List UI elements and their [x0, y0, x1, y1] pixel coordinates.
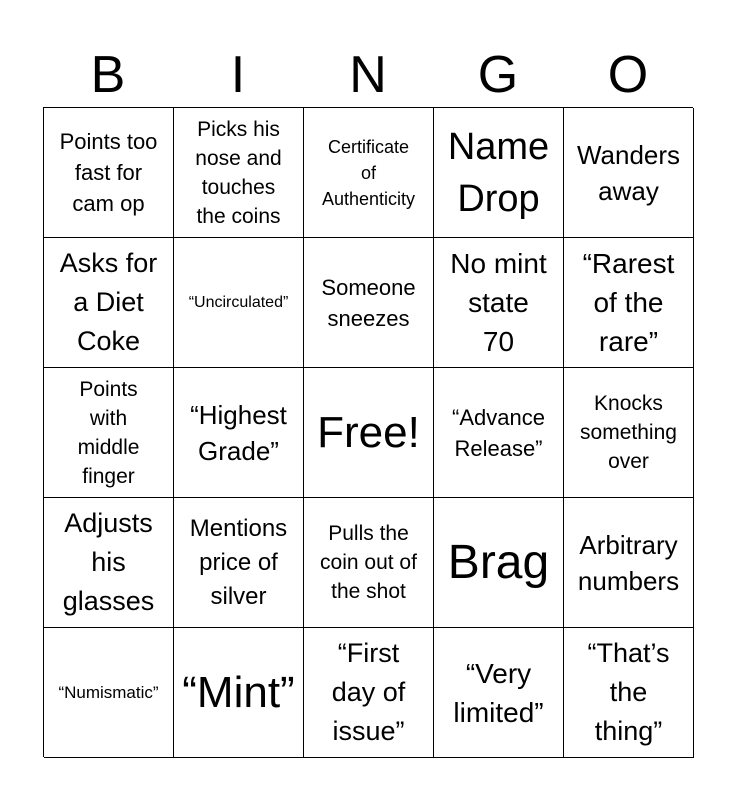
- bingo-cell: [44, 368, 174, 498]
- cell-text: Brag: [447, 535, 550, 589]
- bingo-cell: [434, 498, 564, 628]
- bingo-cell: [304, 108, 434, 238]
- cell-text: Picks his nose and touches the coins: [195, 117, 282, 228]
- cell-text: “Rarest of the rare”: [582, 248, 675, 357]
- cell-text: “That’s the thing”: [587, 638, 670, 746]
- bingo-cell: [174, 628, 304, 758]
- header-letter-i: I: [230, 46, 246, 104]
- bingo-cell: [44, 628, 174, 758]
- bingo-cell: [174, 108, 304, 238]
- bingo-cell: [44, 498, 174, 628]
- bingo-cell: [434, 108, 564, 238]
- bingo-cell: [304, 368, 434, 498]
- bingo-cell: [304, 238, 434, 368]
- bingo-cell: [174, 368, 304, 498]
- header-letter-o: O: [607, 46, 649, 104]
- cell-text: “First day of issue”: [331, 638, 406, 746]
- bingo-cell: [434, 628, 564, 758]
- bingo-cell: [564, 238, 694, 368]
- bingo-cell: [44, 238, 174, 368]
- bingo-board: [43, 107, 693, 757]
- cell-text: Someone sneezes: [321, 274, 416, 331]
- cell-text: “Advance Release”: [452, 404, 545, 461]
- bingo-cell: [304, 628, 434, 758]
- cell-text: “Highest Grade”: [190, 399, 287, 466]
- bingo-cell: [44, 108, 174, 238]
- bingo-cell: [564, 368, 694, 498]
- bingo-cell: [434, 238, 564, 368]
- cell-text: Asks for a Diet Coke: [59, 248, 158, 356]
- header-letter-b: B: [90, 46, 126, 104]
- cell-text: Pulls the coin out of the shot: [320, 522, 417, 603]
- cell-text: Points with middle finger: [77, 377, 140, 488]
- cell-text: “Numismatic”: [58, 682, 159, 702]
- cell-text: Wanders away: [576, 139, 681, 206]
- cell-text: Knocks something over: [580, 392, 677, 473]
- cell-text: “Uncirculated”: [188, 294, 289, 311]
- cell-text: “Very limited”: [453, 657, 544, 728]
- cell-text: Name Drop: [447, 125, 550, 220]
- cell-text: Free!: [317, 407, 420, 457]
- bingo-cell: [564, 498, 694, 628]
- bingo-cell: [564, 628, 694, 758]
- cell-text: No mint state 70: [450, 248, 547, 357]
- cell-text: Points too fast for cam op: [59, 129, 158, 216]
- bingo-cell: [434, 368, 564, 498]
- cell-text: Adjusts his glasses: [62, 508, 155, 616]
- bingo-cell: [174, 498, 304, 628]
- cell-text: “Mint”: [182, 667, 295, 717]
- header-letter-n: N: [349, 46, 387, 104]
- bingo-cell: [174, 238, 304, 368]
- bingo-cell: [564, 108, 694, 238]
- cell-text: Certificate of Authenticity: [321, 136, 416, 209]
- cell-text: Arbitrary numbers: [577, 529, 680, 596]
- cell-text: Mentions price of silver: [189, 514, 288, 610]
- bingo-header: [43, 44, 693, 106]
- header-letter-g: G: [477, 46, 519, 104]
- bingo-cell: [304, 498, 434, 628]
